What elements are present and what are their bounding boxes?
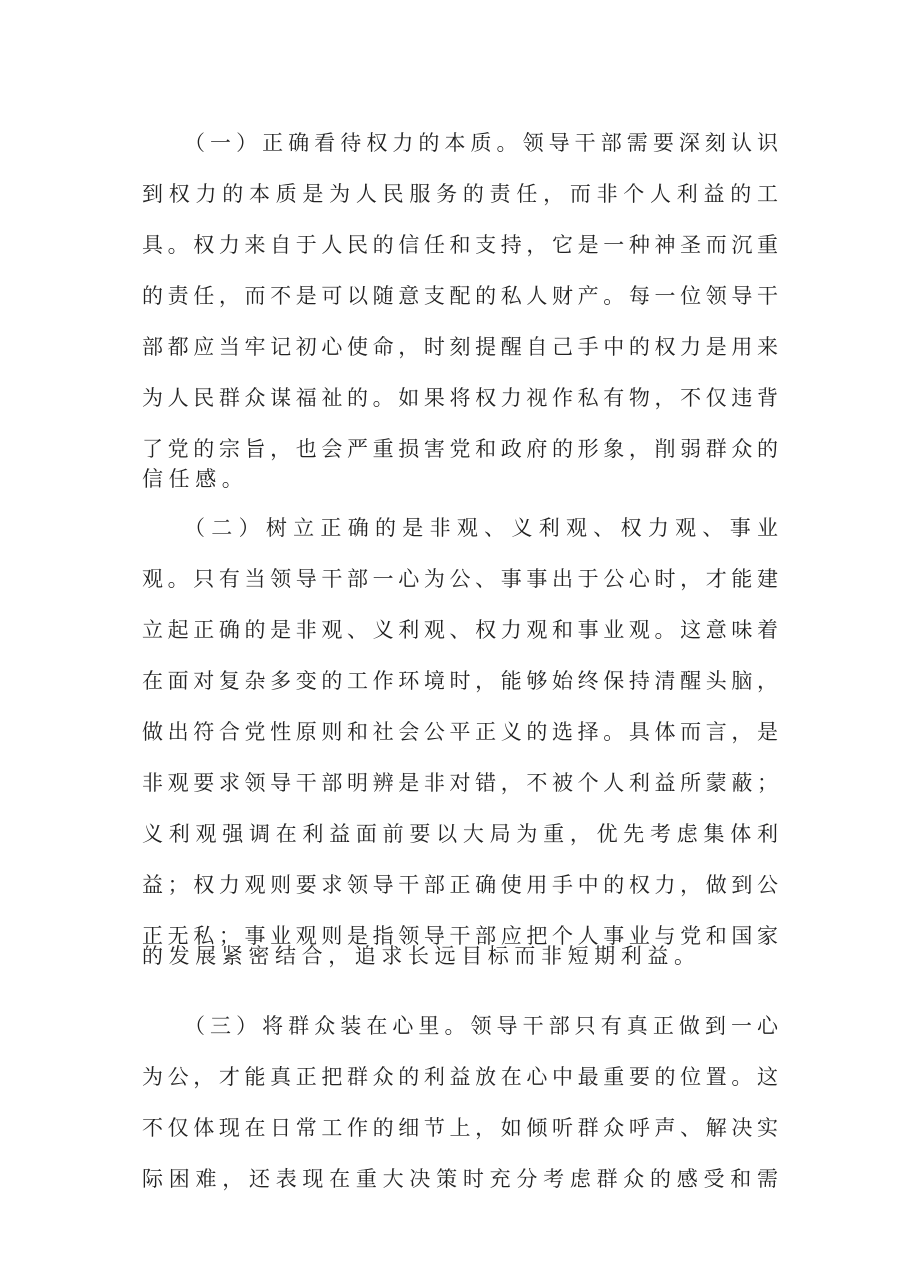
paragraph-1-line-2: 到权力的本质是为人民服务的责任，而非个人利益的工: [142, 182, 778, 206]
paragraph-2-line-8: 益；权力观则要求领导干部正确使用手中的权力，做到公: [142, 873, 778, 897]
paragraph-1-line-6: 为人民群众谋福祉的。如果将权力视作私有物，不仅违背: [142, 386, 778, 410]
paragraph-2-line-2: 观。只有当领导干部一心为公、事事出于公心时，才能建: [142, 567, 778, 591]
paragraph-1-line-5: 部都应当牢记初心使命，时刻提醒自己手中的权力是用来: [142, 335, 778, 359]
paragraph-2-line-4: 在面对复杂多变的工作环境时，能够始终保持清醒头脑，: [142, 669, 778, 693]
paragraph-2-line-5: 做出符合党性原则和社会公平正义的选择。具体而言，是: [142, 720, 778, 744]
paragraph-1-line-3: 具。权力来自于人民的信任和支持，它是一种神圣而沉重: [142, 233, 778, 257]
paragraph-2-line-3: 立起正确的是非观、义利观、权力观和事业观。这意味着: [142, 618, 778, 642]
paragraph-3-line-3: 不仅体现在日常工作的细节上，如倾听群众呼声、解决实: [142, 1116, 778, 1140]
paragraph-3-line-2: 为公，才能真正把群众的利益放在心中最重要的位置。这: [142, 1065, 778, 1089]
paragraph-2-line-6: 非观要求领导干部明辨是非对错，不被个人利益所蒙蔽；: [142, 771, 778, 795]
paragraph-2-line-7: 义利观强调在利益面前要以大局为重，优先考虑集体利: [142, 822, 778, 846]
paragraph-2-line-1: （二）树立正确的是非观、义利观、权力观、事业: [184, 516, 778, 540]
paragraph-1-line-1: （一）正确看待权力的本质。领导干部需要深刻认识: [184, 131, 778, 155]
paragraph-1-line-7: 了党的宗旨，也会严重损害党和政府的形象，削弱群众的: [142, 437, 778, 461]
paragraph-2-line-9: 正无私；事业观则是指领导干部应把个人事业与党和国家: [142, 924, 778, 948]
paragraph-1-line-8: 信任感。: [142, 467, 249, 491]
paragraph-3-line-1: （三）将群众装在心里。领导干部只有真正做到一心: [184, 1014, 778, 1038]
paragraph-1-line-4: 的责任，而不是可以随意支配的私人财产。每一位领导干: [142, 284, 778, 308]
paragraph-2-line-10: 的发展紧密结合，追求长远目标而非短期利益。: [142, 944, 701, 968]
paragraph-3-line-4: 际困难，还表现在重大决策时充分考虑群众的感受和需: [142, 1167, 778, 1191]
